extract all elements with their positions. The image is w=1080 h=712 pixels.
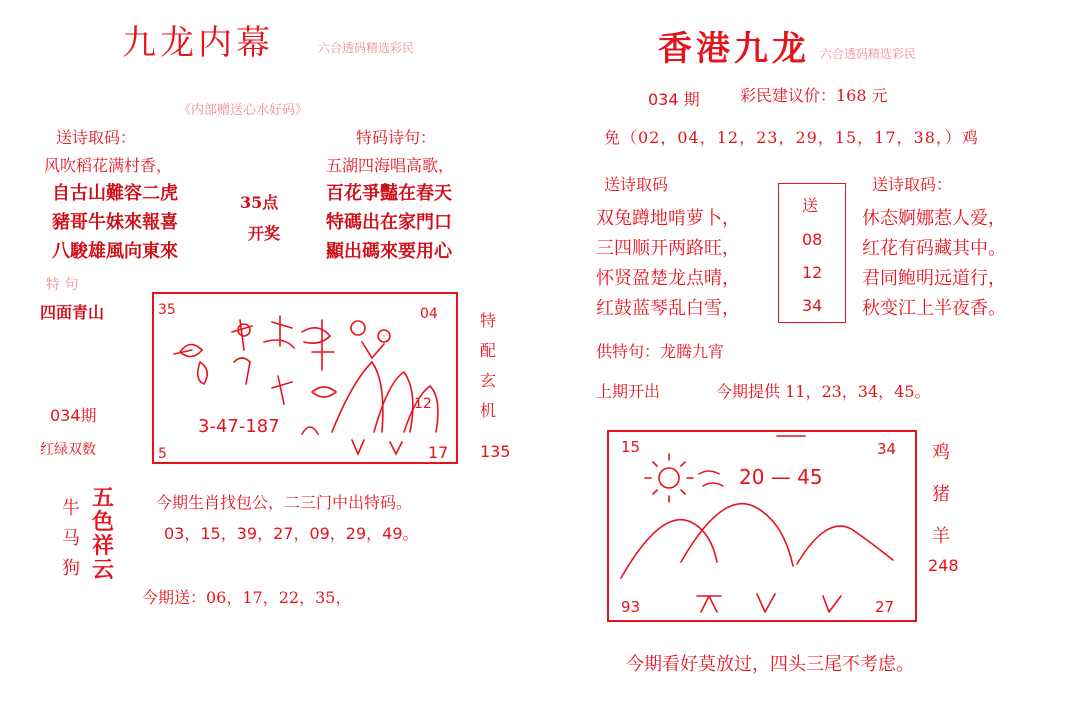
right-special-phrase: 供特句：龙腾九宵 — [596, 342, 725, 361]
right-poem-right-4: 秋变江上半夜香。 — [862, 298, 1006, 319]
right-sketch-bl: 93 — [621, 598, 641, 616]
left-zodiac-1: 牛 — [62, 498, 80, 519]
right-send-box-4: 34 — [802, 296, 823, 315]
left-notice: 《内部赠送心水好码》 — [178, 103, 309, 118]
left-sketch-tr: 04 — [420, 306, 438, 322]
right-footer: 今期看好莫放过，四头三尾不考虑。 — [626, 654, 914, 675]
left-right-num: 135 — [480, 442, 511, 461]
right-zodiac-num: 248 — [928, 556, 959, 575]
left-five-color — [92, 486, 114, 582]
left-poem-line-2: 自古山難容二虎 — [52, 183, 178, 204]
left-issue: 034期 — [50, 406, 97, 425]
right-send-box-2: 08 — [802, 230, 823, 249]
right-exempt: 免（02，04，12，23，29，15，17，38，）鸡 — [604, 128, 979, 147]
right-zodiac-2: 猪 — [932, 484, 950, 505]
left-five-color-1: 五 — [92, 485, 115, 511]
sun-icon — [659, 468, 679, 488]
left-poem-send-label: 送诗取码： — [56, 128, 137, 147]
right-subtitle: 六合透码精选彩民 — [820, 47, 917, 61]
right-sketch-range: 20 — 45 — [739, 465, 823, 489]
right-poem-right-3: 君同鲍明远道行， — [862, 268, 1006, 289]
left-send: 今期送：06，17，22，35， — [142, 588, 352, 607]
left-poem-special-label: 特码诗句： — [356, 128, 437, 147]
right-poem-right-2: 红花有码藏其中。 — [862, 238, 1006, 259]
left-special-label: 特 句 — [46, 277, 79, 293]
right-poem-send-label-a: 送诗取码 — [604, 175, 669, 194]
left-red-green: 红绿双数 — [40, 442, 96, 458]
left-right-col-2: 配 — [480, 341, 497, 360]
left-special-value: 四面青山 — [40, 303, 105, 322]
right-title: 香港九龙 — [658, 29, 810, 69]
left-five-color-2: 色 — [92, 509, 115, 535]
right-issue: 034 期 — [648, 90, 700, 109]
left-right-col — [480, 306, 496, 426]
right-sketch-br: 27 — [875, 598, 895, 616]
left-five-color-4: 云 — [92, 557, 115, 583]
right-poem-send-label-b: 送诗取码： — [872, 175, 953, 194]
left-sketch-br: 17 — [428, 443, 449, 462]
left-poem-right-1: 五湖四海唱高歌， — [326, 156, 455, 175]
right-send-box-1: 送 — [802, 196, 819, 215]
left-poem-line-3: 豬哥牛妹來報喜 — [52, 212, 178, 233]
left-five-color-3: 祥 — [92, 533, 115, 559]
left-zodiac-2: 马 — [62, 528, 80, 549]
left-poem-right-2: 百花爭豔在春天 — [326, 183, 452, 204]
right-zodiac-col — [932, 432, 950, 558]
left-right-col-1: 特 — [480, 311, 497, 330]
right-last-open: 上期开出 — [596, 382, 661, 401]
right-poem-left-1: 双兔蹲地啃萝卜， — [596, 208, 740, 229]
right-poem-left-2: 三四顺开两路旺， — [596, 238, 740, 259]
right-send-box-3: 12 — [802, 263, 823, 282]
right-sketch-tl: 15 — [621, 438, 641, 456]
left-sketch-mid: 3-47-187 — [198, 416, 280, 437]
left-sketch-bl: 5 — [158, 446, 167, 462]
left-sketch-tl: 35 — [158, 302, 176, 318]
right-sketch-tr: 34 — [877, 440, 897, 458]
left-poem-line-4: 八駿雄風向東來 — [52, 241, 178, 262]
right-zodiac-3: 羊 — [932, 526, 950, 547]
left-center-time: 35点 — [240, 193, 279, 212]
right-poem-left-3: 怀贤盈楚龙点晴， — [596, 268, 740, 289]
left-poem-line-1: 风吹稻花满村香， — [44, 156, 173, 175]
right-sketch — [607, 430, 917, 622]
left-sketch — [152, 292, 458, 464]
right-provide: 今期提供 11，23，34，45。 — [716, 382, 931, 401]
right-poem-left-4: 红鼓蓝琴乱白雪， — [596, 298, 740, 319]
left-hint-numbers: 03，15，39，27，09，29，49。 — [164, 524, 419, 543]
left-poem-right-3: 特碼出在家門口 — [326, 212, 452, 233]
right-price: 彩民建议价：168 元 — [740, 86, 888, 105]
left-poem-right-4: 顯出碼來要用心 — [326, 241, 452, 262]
left-title: 九龙内幕 — [122, 23, 274, 63]
left-sketch-mid2: 12 — [414, 396, 432, 412]
right-poem-right-1: 休态婀娜惹人爱， — [862, 208, 1006, 229]
left-right-col-3: 玄 — [480, 371, 497, 390]
left-center-open: 开奖 — [248, 224, 281, 243]
left-subtitle: 六合透码精选彩民 — [318, 41, 415, 55]
left-hint: 今期生肖找包公，二三门中出特码。 — [156, 493, 413, 512]
left-zodiac-3: 狗 — [62, 558, 80, 579]
right-zodiac-1: 鸡 — [932, 442, 950, 463]
left-zodiac-col — [62, 494, 80, 584]
left-right-col-4: 机 — [480, 401, 497, 420]
